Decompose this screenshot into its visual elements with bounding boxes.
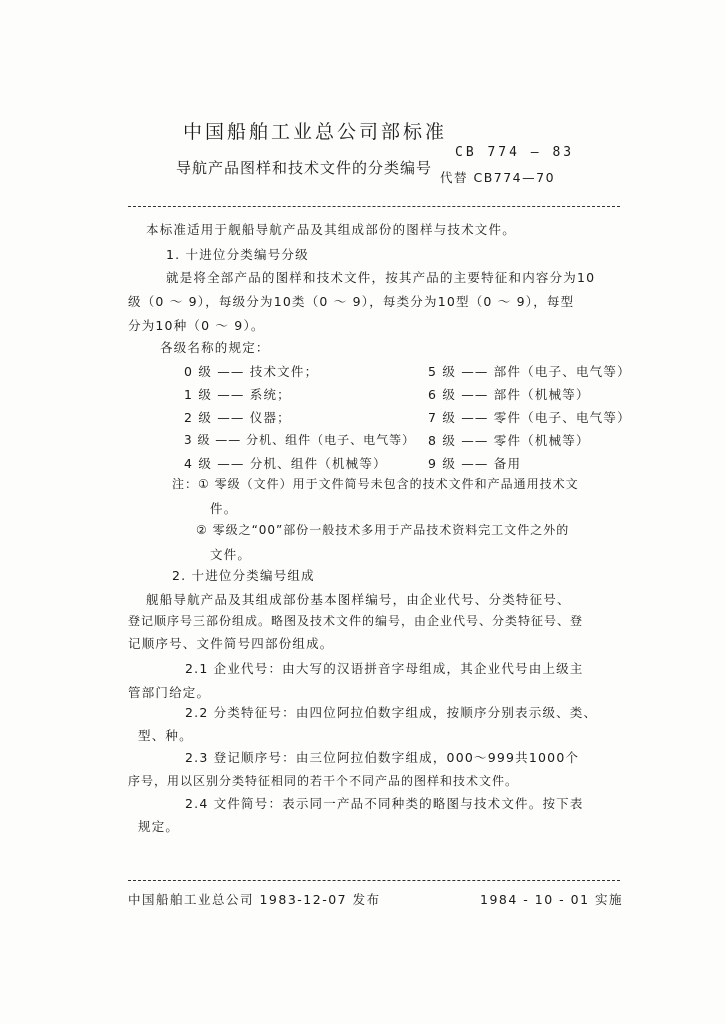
standard-title: 导航产品图样和技术文件的分类编号 xyxy=(176,159,433,177)
section-1-heading: 1. 十进位分类编号分级 xyxy=(166,247,309,262)
header-org: 中国船舶工业总公司部标准 xyxy=(183,121,448,143)
note-2-line: ② 零级之“00”部份一般技术多用于产品技术资料完工文件之外的 xyxy=(196,523,570,537)
level-item: 8 级 —— 零件（机械等） xyxy=(428,433,590,448)
level-item: 6 级 —— 部件（机械等） xyxy=(428,387,590,402)
header-rule xyxy=(128,206,620,207)
section-2-heading: 2. 十进位分类编号组成 xyxy=(172,568,315,583)
effective-date: 1984 - 10 - 01 实施 xyxy=(480,892,624,907)
level-item: 1 级 —— 系统； xyxy=(184,387,291,402)
replaces-code: 代替 CB774—70 xyxy=(440,170,556,185)
note-1-line: 件。 xyxy=(210,501,238,516)
clause-2-3-line: 2.3 登记顺序号：由三位阿拉伯数字组成，000～999共1000个 xyxy=(185,750,580,765)
section-1-paragraph-line: 就是将全部产品的图样和技术文件，按其产品的主要特征和内容分为10 xyxy=(166,270,596,285)
level-item: 2 级 —— 仪器； xyxy=(184,410,291,425)
clause-2-3-line: 序号，用以区别分类特征相同的若干个不同产品的图样和技术文件。 xyxy=(128,774,519,788)
section-2-paragraph-line: 登记顺序号三部份组成。略图及技术文件的编号，由企业代号、分类特征号、登 xyxy=(128,614,584,628)
footer-rule xyxy=(128,880,620,881)
section-1-paragraph-line: 级（0 ～ 9），每级分为10类（0 ～ 9），每类分为10型（0 ～ 9），每型 xyxy=(128,294,575,309)
clause-2-4-line: 规定。 xyxy=(138,819,180,834)
note-1-line: 注：① 零级（文件）用于文件简号未包含的技术文件和产品通用技术文 xyxy=(172,477,579,491)
level-item: 4 级 —— 分机、组件（机械等） xyxy=(184,456,387,471)
level-item: 9 级 —— 备用 xyxy=(428,456,522,471)
levels-heading: 各级名称的规定： xyxy=(160,340,270,355)
section-2-paragraph-line: 舰船导航产品及其组成部份基本图样编号，由企业代号、分类特征号、 xyxy=(146,592,571,607)
level-item: 5 级 —— 部件（电子、电气等） xyxy=(428,364,631,379)
issue-info: 中国船舶工业总公司 1983-12-07 发布 xyxy=(128,892,381,907)
clause-2-1-line: 2.1 企业代号：由大写的汉语拼音字母组成，其企业代号由上级主 xyxy=(185,661,584,676)
level-item: 3 级 —— 分机、组件（电子、电气等） xyxy=(184,433,416,447)
clause-2-4-line: 2.4 文件简号：表示同一产品不同种类的略图与技术文件。按下表 xyxy=(185,796,584,811)
note-2-line: 文件。 xyxy=(210,547,252,562)
clause-2-1-line: 管部门给定。 xyxy=(128,685,211,700)
clause-2-2-line: 型、种。 xyxy=(138,728,193,743)
standard-code: CB 774 — 83 xyxy=(455,145,575,160)
level-item: 0 级 —— 技术文件； xyxy=(184,364,319,379)
level-item: 7 级 —— 零件（电子、电气等） xyxy=(428,410,631,425)
section-2-paragraph-line: 记顺序号、文件简号四部份组成。 xyxy=(128,636,334,651)
intro-text: 本标准适用于舰船导航产品及其组成部份的图样与技术文件。 xyxy=(146,222,516,237)
clause-2-2-line: 2.2 分类特征号：由四位阿拉伯数字组成，按顺序分别表示级、类、 xyxy=(185,705,598,720)
section-1-paragraph-line: 分为10种（0 ～ 9）。 xyxy=(128,318,265,333)
